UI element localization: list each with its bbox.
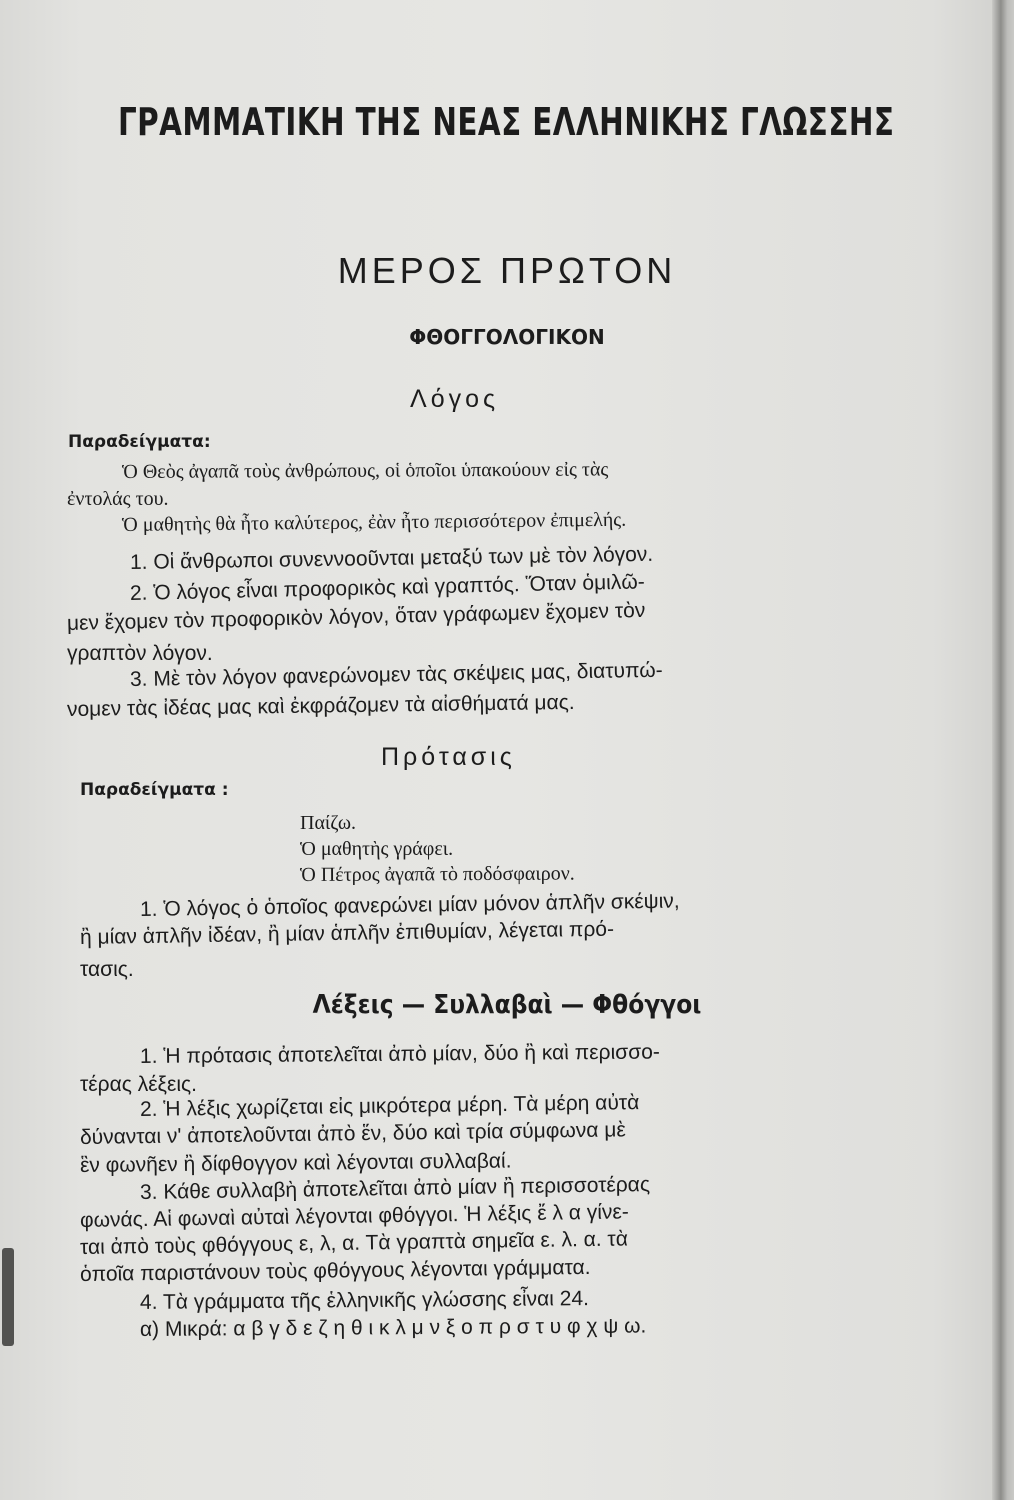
rule-line: ται ἀπὸ τοὺς φθόγγους ε, λ, α. Τὰ γραπτὰ σημεῖα ε. λ. α. τὰ xyxy=(79,1227,629,1259)
rule-line: ἢ μίαν ἁπλῆν ἰδέαν, ἢ μίαν ἁπλῆν ἐπιθυμίαν, λέγεται πρό- xyxy=(79,917,615,949)
examples-label: Παραδείγματα : xyxy=(80,780,229,800)
rule-line: 1. Ἡ πρότασις ἀποτελεῖται ἀπὸ μίαν, δύο ἢ καὶ περισσο- xyxy=(139,1040,660,1068)
rule-line: 3. Μὲ τὸν λόγον φανερώνομεν τὰς σκέψεις μας, διατυπώ- xyxy=(129,658,663,691)
rule-line: τέρας λέξεις. xyxy=(80,1073,197,1096)
subject-title: ΦΘΟΓΓΟΛΟΓΙΚΟΝ xyxy=(409,325,605,349)
rule-line: δύνανται ν' ἀποτελοῦνται ἀπὸ ἕν, δύο καὶ τρία σύμφωνα μὲ xyxy=(79,1118,626,1149)
rule-line: 1. Οἱ ἄνθρωποι συνεννοοῦνται μεταξύ των μὲ τὸν λόγον. xyxy=(129,542,654,574)
rule-line: 2. Ὁ λόγος εἶναι προφορικὸς καὶ γραπτός. Ὅταν ὁμιλῶ- xyxy=(129,570,645,605)
rule-line: 2. Ἡ λέξις χωρίζεται εἰς μικρότερα μέρη. Τὰ μέρη αὐτὰ xyxy=(139,1091,640,1121)
rule-line: γραπτὸν λόγον. xyxy=(67,642,213,665)
section-title-logos: Λόγος xyxy=(410,385,500,413)
example-line: Ὁ Θεὸς ἀγαπᾶ τοὺς ἀνθρώπους, οἱ ὁποῖοι ὑπακούουν εἰς τὰς xyxy=(121,458,609,483)
rule-line: νομεν τὰς ἰδέας μας καὶ ἐκφράζομεν τὰ αἰσθήματά μας. xyxy=(66,690,575,721)
example-line: Ὁ μαθητὴς θὰ ἦτο καλύτερος, ἐὰν ἦτο περισσότερον ἐπιμελής. xyxy=(121,508,627,536)
rule-line: 4. Τὰ γράμματα τῆς ἑλληνικῆς γλώσσης εἶναι 24. xyxy=(139,1287,590,1314)
rule-line: ἓν φωνῆεν ἢ δίφθογγον καὶ λέγονται συλλαβαί. xyxy=(79,1149,512,1177)
part-title: ΜΕΡΟΣ ΠΡΩΤΟΝ xyxy=(337,250,677,291)
section-title-protasis: Πρότασις xyxy=(381,743,516,771)
example-line: Ὁ Πέτρος ἀγαπᾶ τὸ ποδόσφαιρον. xyxy=(299,862,575,886)
rule-line: ὁποῖα παριστάνουν τοὺς φθόγγους λέγονται γράμματα. xyxy=(79,1255,591,1286)
rule-line: τασις. xyxy=(80,958,134,981)
page-edge xyxy=(992,0,1014,1500)
example-line: ἐντολάς του. xyxy=(67,488,169,510)
section-title-lexeis: Λέξεις — Συλλαβαὶ — Φθόγγοι xyxy=(312,990,702,1020)
binding-mark xyxy=(2,1248,14,1346)
rule-line: 3. Κάθε συλλαβὴ ἀποτελεῖται ἀπὸ μίαν ἢ περισσοτέρας xyxy=(139,1172,651,1204)
rule-line: 1. Ὁ λόγος ὁ ὁποῖος φανερώνει μίαν μόνον ἁπλῆν σκέψιν, xyxy=(139,889,680,921)
rule-line: μεν ἔχομεν τὸν προφορικὸν λόγον, ὅταν γράφωμεν ἔχομεν τὸν xyxy=(66,598,646,635)
book-title: ΓΡΑΜΜΑΤΙΚΗ ΤΗΣ ΝΕΑΣ ΕΛΛΗΝΙΚΗΣ ΓΛΩΣΣΗΣ xyxy=(118,100,895,144)
rule-line: φωνάς. Αἱ φωναὶ αὐταὶ λέγονται φθόγγοι. Ἡ λέξις ἔ λ α γίνε- xyxy=(79,1200,629,1232)
example-line: Παίζω. xyxy=(300,812,357,834)
example-line: Ὁ μαθητὴς γράφει. xyxy=(300,838,454,860)
rule-line: α) Μικρά: α β γ δ ε ζ η θ ι κ λ μ ν ξ ο π ρ σ τ υ φ χ ψ ω. xyxy=(139,1314,647,1341)
examples-label: Παραδείγματα: xyxy=(68,432,211,452)
